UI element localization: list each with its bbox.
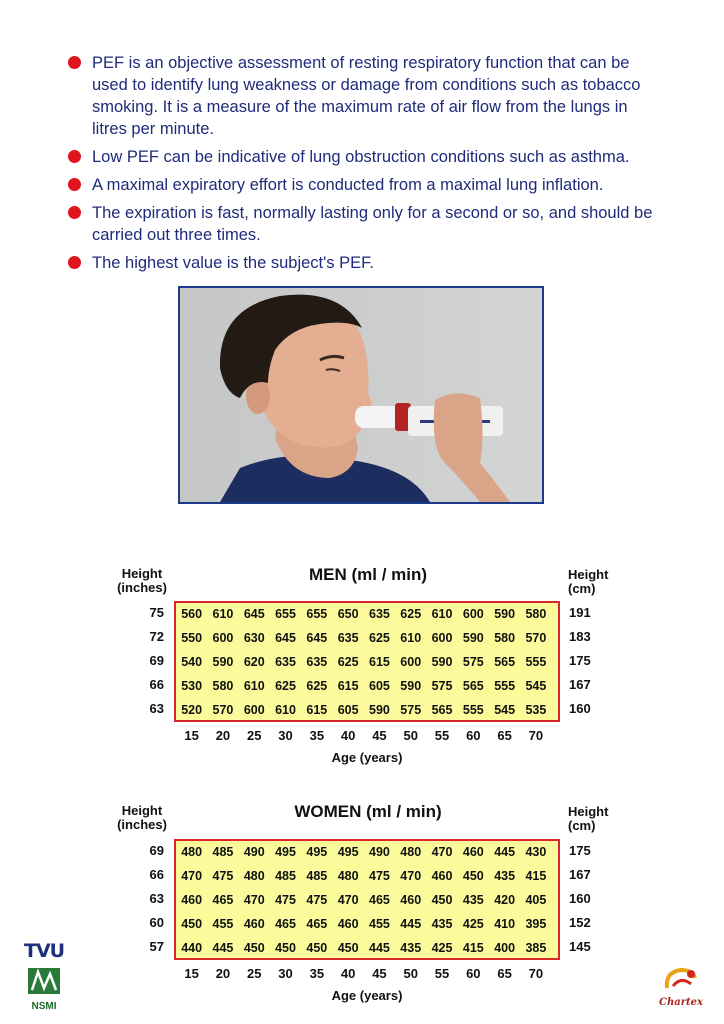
table-cell: 580 xyxy=(494,631,516,645)
table-cell: 620 xyxy=(243,655,265,669)
men-pef-grid xyxy=(174,601,560,722)
table-row xyxy=(176,675,558,698)
table-cell: 570 xyxy=(525,631,547,645)
table-cell: 465 xyxy=(212,893,234,907)
bullet-item: The expiration is fast, normally lasting only for a second or so, and should be carried out three times. xyxy=(68,202,658,246)
table-cell: 600 xyxy=(400,655,422,669)
table-cell: 580 xyxy=(525,607,547,621)
table-cell: 565 xyxy=(494,655,516,669)
women-age-label: Age (years) xyxy=(331,988,403,1003)
table-cell: 450 xyxy=(431,893,453,907)
table-cell: 445 xyxy=(400,917,422,931)
photo-frame xyxy=(178,286,544,504)
age-tick: 50 xyxy=(403,966,418,981)
table-cell: 600 xyxy=(462,607,484,621)
table-cell: 450 xyxy=(243,941,265,955)
age-tick: 60 xyxy=(466,728,481,743)
table-cell: 475 xyxy=(369,869,390,883)
table-cell: 625 xyxy=(369,631,390,645)
table-cell: 655 xyxy=(275,607,296,621)
table-cell: 630 xyxy=(243,631,265,645)
age-tick: 55 xyxy=(434,966,450,981)
age-tick: 65 xyxy=(497,728,512,743)
women-height-inches-header: Height (inches) xyxy=(117,803,167,832)
bullet-dot-icon xyxy=(68,256,81,269)
age-tick: 25 xyxy=(247,966,262,981)
table-row xyxy=(176,841,558,864)
table-cell: 580 xyxy=(212,679,234,693)
peak-flow-illustration xyxy=(180,288,542,502)
table-cell: 460 xyxy=(181,893,203,907)
table-cell: 570 xyxy=(212,703,234,717)
table-cell: 610 xyxy=(400,631,422,645)
men-height-in: 66 xyxy=(149,677,164,692)
table-cell: 575 xyxy=(431,679,453,693)
table-cell: 470 xyxy=(337,893,359,907)
table-cell: 545 xyxy=(525,679,547,693)
table-cell: 555 xyxy=(525,655,547,669)
age-tick: 35 xyxy=(309,728,325,743)
women-height-cm: 167 xyxy=(569,867,591,882)
age-tick: 65 xyxy=(497,966,512,981)
table-cell: 425 xyxy=(462,917,484,931)
table-cell: 645 xyxy=(306,631,328,645)
table-cell: 590 xyxy=(400,679,422,693)
age-tick: 30 xyxy=(278,728,293,743)
table-cell: 650 xyxy=(337,607,359,621)
bullet-dot-icon xyxy=(68,206,81,219)
age-tick: 35 xyxy=(309,966,325,981)
bullet-dot-icon xyxy=(68,178,81,191)
men-height-cm: 183 xyxy=(569,629,591,644)
table-cell: 460 xyxy=(431,869,453,883)
table-cell: 540 xyxy=(181,655,203,669)
table-cell: 445 xyxy=(369,941,390,955)
age-tick: 20 xyxy=(215,728,231,743)
table-cell: 415 xyxy=(525,869,547,883)
table-cell: 490 xyxy=(243,845,265,859)
table-cell: 450 xyxy=(337,941,359,955)
table-cell: 470 xyxy=(243,893,265,907)
women-height-cm: 175 xyxy=(569,843,591,858)
table-cell: 600 xyxy=(212,631,234,645)
table-cell: 445 xyxy=(212,941,234,955)
women-height-in: 66 xyxy=(149,867,164,882)
age-tick: 20 xyxy=(215,966,231,981)
table-cell: 420 xyxy=(494,893,516,907)
table-cell: 400 xyxy=(494,941,516,955)
table-cell: 485 xyxy=(275,869,296,883)
table-cell: 615 xyxy=(369,655,390,669)
table-cell: 455 xyxy=(369,917,390,931)
bullet-item: The highest value is the subject's PEF. xyxy=(68,252,658,274)
age-tick: 70 xyxy=(528,728,544,743)
table-cell: 635 xyxy=(306,655,328,669)
age-tick: 45 xyxy=(372,728,387,743)
table-cell: 635 xyxy=(369,607,390,621)
table-cell: 480 xyxy=(337,869,359,883)
table-cell: 610 xyxy=(275,703,296,717)
table-cell: 435 xyxy=(400,941,422,955)
table-cell: 435 xyxy=(431,917,453,931)
age-tick: 15 xyxy=(184,966,199,981)
table-cell: 415 xyxy=(462,941,484,955)
table-cell: 520 xyxy=(181,703,203,717)
table-cell: 470 xyxy=(431,845,453,859)
table-cell: 635 xyxy=(337,631,359,645)
table-cell: 480 xyxy=(181,845,203,859)
women-age-axis xyxy=(176,966,552,981)
men-height-cm: 175 xyxy=(569,653,591,668)
table-cell: 615 xyxy=(306,703,328,717)
table-row xyxy=(176,913,558,936)
table-cell: 610 xyxy=(243,679,265,693)
table-cell: 480 xyxy=(243,869,265,883)
women-height-cm: 152 xyxy=(569,915,591,930)
table-cell: 625 xyxy=(275,679,296,693)
table-cell: 435 xyxy=(462,893,484,907)
women-height-in: 63 xyxy=(149,891,164,906)
chartex-logo: Chartex xyxy=(656,966,706,1008)
table-cell: 605 xyxy=(337,703,359,717)
table-cell: 425 xyxy=(431,941,453,955)
table-cell: 635 xyxy=(275,655,296,669)
table-row xyxy=(176,865,558,888)
table-row xyxy=(176,699,558,722)
bullet-item: Low PEF can be indicative of lung obstruction conditions such as asthma. xyxy=(68,146,658,168)
men-age-axis xyxy=(176,728,552,743)
table-cell: 445 xyxy=(494,845,516,859)
table-cell: 475 xyxy=(306,893,328,907)
table-cell: 410 xyxy=(494,917,516,931)
nsmi-emblem-icon xyxy=(24,966,64,996)
women-height-cm: 160 xyxy=(569,891,591,906)
table-cell: 495 xyxy=(275,845,296,859)
table-cell: 590 xyxy=(494,607,516,621)
age-tick: 45 xyxy=(372,966,387,981)
table-row xyxy=(176,651,558,674)
table-cell: 460 xyxy=(462,845,484,859)
table-cell: 615 xyxy=(337,679,359,693)
table-cell: 565 xyxy=(462,679,484,693)
table-cell: 465 xyxy=(369,893,390,907)
men-height-cm: 160 xyxy=(569,701,591,716)
table-cell: 480 xyxy=(400,845,422,859)
table-cell: 460 xyxy=(400,893,422,907)
men-height-cm: 167 xyxy=(569,677,591,692)
table-row xyxy=(176,937,558,960)
table-cell: 385 xyxy=(525,941,547,955)
women-height-cm: 145 xyxy=(569,939,591,954)
table-cell: 625 xyxy=(306,679,328,693)
men-height-in: 75 xyxy=(149,605,164,620)
table-cell: 490 xyxy=(369,845,390,859)
peak-flow-photo xyxy=(180,288,542,502)
men-height-in: 72 xyxy=(149,629,164,644)
table-cell: 395 xyxy=(525,917,547,931)
table-cell: 535 xyxy=(525,703,547,717)
table-cell: 600 xyxy=(243,703,265,717)
table-cell: 610 xyxy=(431,607,453,621)
bullet-list xyxy=(68,52,658,280)
table-cell: 495 xyxy=(337,845,359,859)
table-cell: 645 xyxy=(275,631,296,645)
table-cell: 465 xyxy=(306,917,328,931)
table-cell: 545 xyxy=(494,703,516,717)
table-cell: 605 xyxy=(369,679,390,693)
nsmi-logo: NSMI xyxy=(20,966,68,1012)
table-cell: 435 xyxy=(494,869,516,883)
table-cell: 450 xyxy=(181,917,203,931)
tvu-logo: TVU xyxy=(24,940,65,962)
table-cell: 405 xyxy=(525,893,547,907)
age-tick: 15 xyxy=(184,728,199,743)
men-age-label: Age (years) xyxy=(331,750,403,765)
bullet-item: PEF is an objective assessment of resting respiratory function that can be used to identify lung weakness or damage from conditions such as tobacco smoking. It is a measure of the maximum rate of air flow from the lungs in litres per minute. xyxy=(68,52,658,140)
table-cell: 600 xyxy=(431,631,453,645)
table-cell: 560 xyxy=(181,607,203,621)
women-pef-grid xyxy=(174,839,560,960)
women-height-in: 69 xyxy=(149,843,164,858)
chartex-emblem-icon xyxy=(661,966,701,992)
men-height-in: 63 xyxy=(149,701,164,716)
age-tick: 25 xyxy=(247,728,262,743)
table-cell: 465 xyxy=(275,917,296,931)
age-tick: 40 xyxy=(340,966,356,981)
table-cell: 485 xyxy=(212,845,234,859)
women-height-in: 57 xyxy=(149,939,164,954)
men-height-in: 69 xyxy=(149,653,164,668)
men-table-title: MEN (ml / min) xyxy=(308,565,428,584)
table-cell: 590 xyxy=(369,703,390,717)
table-cell: 590 xyxy=(431,655,453,669)
table-cell: 495 xyxy=(306,845,328,859)
table-row xyxy=(176,627,558,650)
table-cell: 610 xyxy=(212,607,234,621)
table-cell: 455 xyxy=(212,917,234,931)
table-cell: 475 xyxy=(212,869,234,883)
table-cell: 565 xyxy=(431,703,453,717)
table-cell: 460 xyxy=(337,917,359,931)
bullet-dot-icon xyxy=(68,150,81,163)
table-cell: 625 xyxy=(400,607,422,621)
bullet-dot-icon xyxy=(68,56,81,69)
age-tick: 50 xyxy=(403,728,418,743)
table-cell: 590 xyxy=(212,655,234,669)
table-cell: 530 xyxy=(181,679,203,693)
women-table-title: WOMEN (ml / min) xyxy=(294,802,442,821)
women-height-in: 60 xyxy=(149,915,164,930)
table-cell: 450 xyxy=(275,941,296,955)
table-cell: 470 xyxy=(400,869,422,883)
table-cell: 475 xyxy=(275,893,296,907)
table-cell: 655 xyxy=(306,607,328,621)
men-height-cm-header: Height (cm) xyxy=(568,567,609,596)
table-cell: 450 xyxy=(462,869,484,883)
table-cell: 485 xyxy=(306,869,328,883)
table-cell: 575 xyxy=(462,655,484,669)
table-cell: 590 xyxy=(462,631,484,645)
women-height-cm-header: Height (cm) xyxy=(568,804,609,833)
age-tick: 60 xyxy=(466,966,481,981)
table-row xyxy=(176,603,558,626)
table-cell: 625 xyxy=(337,655,359,669)
table-cell: 450 xyxy=(306,941,328,955)
age-tick: 70 xyxy=(528,966,544,981)
men-height-inches-header: Height (inches) xyxy=(117,566,167,595)
men-height-cm: 191 xyxy=(569,605,591,620)
age-tick: 30 xyxy=(278,966,293,981)
age-tick: 55 xyxy=(434,728,450,743)
table-cell: 460 xyxy=(243,917,265,931)
table-cell: 430 xyxy=(525,845,547,859)
bullet-item: A maximal expiratory effort is conducted from a maximal lung inflation. xyxy=(68,174,658,196)
table-cell: 555 xyxy=(494,679,516,693)
table-cell: 575 xyxy=(400,703,422,717)
age-tick: 40 xyxy=(340,728,356,743)
table-cell: 555 xyxy=(462,703,484,717)
table-cell: 550 xyxy=(181,631,203,645)
table-cell: 645 xyxy=(243,607,265,621)
table-cell: 470 xyxy=(181,869,203,883)
table-cell: 440 xyxy=(181,941,203,955)
table-row xyxy=(176,889,558,912)
